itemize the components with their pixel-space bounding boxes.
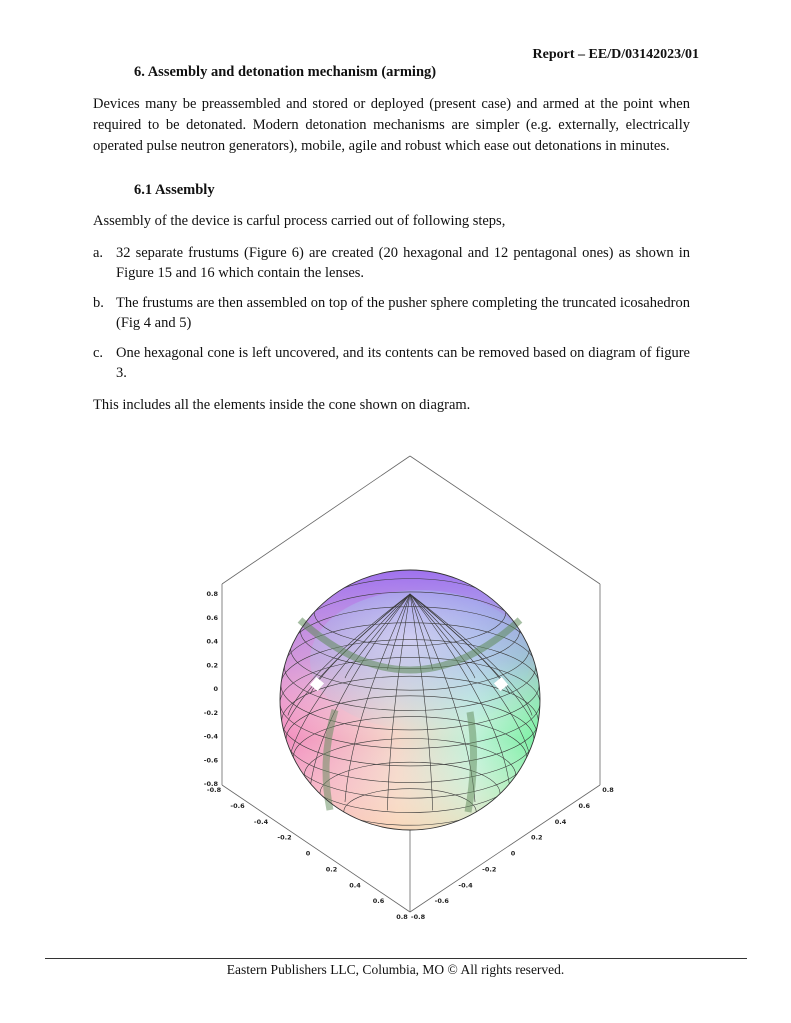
- x-tick-label: 0.6: [372, 897, 385, 906]
- y-tick-label: -0.4: [458, 881, 473, 890]
- y-tick-label: -0.8: [410, 913, 426, 921]
- z-tick-label: -0.6: [203, 756, 218, 765]
- footer-copyright: Eastern Publishers LLC, Columbia, MO © All rights reserved.: [226, 962, 565, 977]
- list-item-text: 32 separate frustums (Figure 6) are created (20 hexagonal and 12 pentagonal ones) as shown in Figure 15 and 16 which contain the lenses.: [116, 245, 690, 281]
- y-tick-label: -0.6: [434, 897, 449, 906]
- y-tick-label: -0.2: [482, 865, 497, 874]
- x-tick-label: -0.6: [230, 801, 245, 810]
- x-tick-label: -0.4: [253, 817, 269, 826]
- list-item-text: One hexagonal cone is left uncovered, and its contents can be removed based on diagram of figure 3.: [116, 345, 690, 381]
- z-tick-label: 0.6: [206, 613, 218, 622]
- list-item: [93, 243, 690, 283]
- x-tick-label: -0.2: [277, 833, 292, 842]
- z-tick-label: -0.8: [203, 780, 218, 788]
- x-tick-label: 0.2: [325, 865, 338, 874]
- z-tick-label: 0: [213, 685, 218, 693]
- y-tick-label: 0.6: [578, 801, 591, 810]
- closing-paragraph: This includes all the elements inside the cone shown on diagram.: [93, 397, 471, 413]
- z-tick-label: -0.4: [203, 732, 218, 741]
- z-tick-label: 0.4: [206, 637, 218, 646]
- sphere-3d-figure: [190, 450, 614, 930]
- x-tick-label: 0.4: [349, 881, 361, 890]
- section-heading: 6. Assembly and detonation mechanism (arming): [134, 64, 437, 80]
- z-tick-label: -0.2: [203, 708, 218, 717]
- y-tick-label: 0: [510, 849, 516, 858]
- list-marker: c.: [93, 345, 104, 361]
- z-axis-ticks: [204, 590, 219, 788]
- sphere-surface: [280, 570, 540, 835]
- y-tick-label: 0.2: [530, 833, 543, 842]
- footer-divider: [45, 958, 747, 959]
- list-item: [93, 343, 690, 383]
- list-item: [93, 293, 690, 333]
- list-item-text: The frustums are then assembled on top of the pusher sphere completing the truncated icosahedron (Fig 4 and 5): [116, 295, 690, 331]
- z-tick-label: 0.2: [206, 661, 218, 670]
- x-tick-label: 0.8: [396, 913, 408, 921]
- z-tick-label: 0.8: [206, 590, 218, 598]
- list-marker: a.: [93, 245, 104, 261]
- subsection-heading: 6.1 Assembly: [134, 182, 215, 198]
- x-tick-label: -0.8: [206, 786, 222, 794]
- list-marker: b.: [93, 295, 104, 311]
- y-tick-label: 0.4: [554, 817, 567, 826]
- x-tick-label: 0: [305, 849, 311, 858]
- y-tick-label: 0.8: [602, 786, 614, 794]
- subsection-intro-paragraph: Assembly of the device is carful process carried out of following steps,: [93, 213, 506, 229]
- report-id: Report – EE/D/03142023/01: [532, 47, 699, 62]
- section-intro-paragraph: Devices many be preassembled and stored or deployed (present case) and armed at the point when required to be detonated. Modern detonation mechanisms are simpler (e.g. externally, electrically operated pulse neutron generators), mobile, agile and robust which ease out detonations in minutes.: [93, 96, 690, 154]
